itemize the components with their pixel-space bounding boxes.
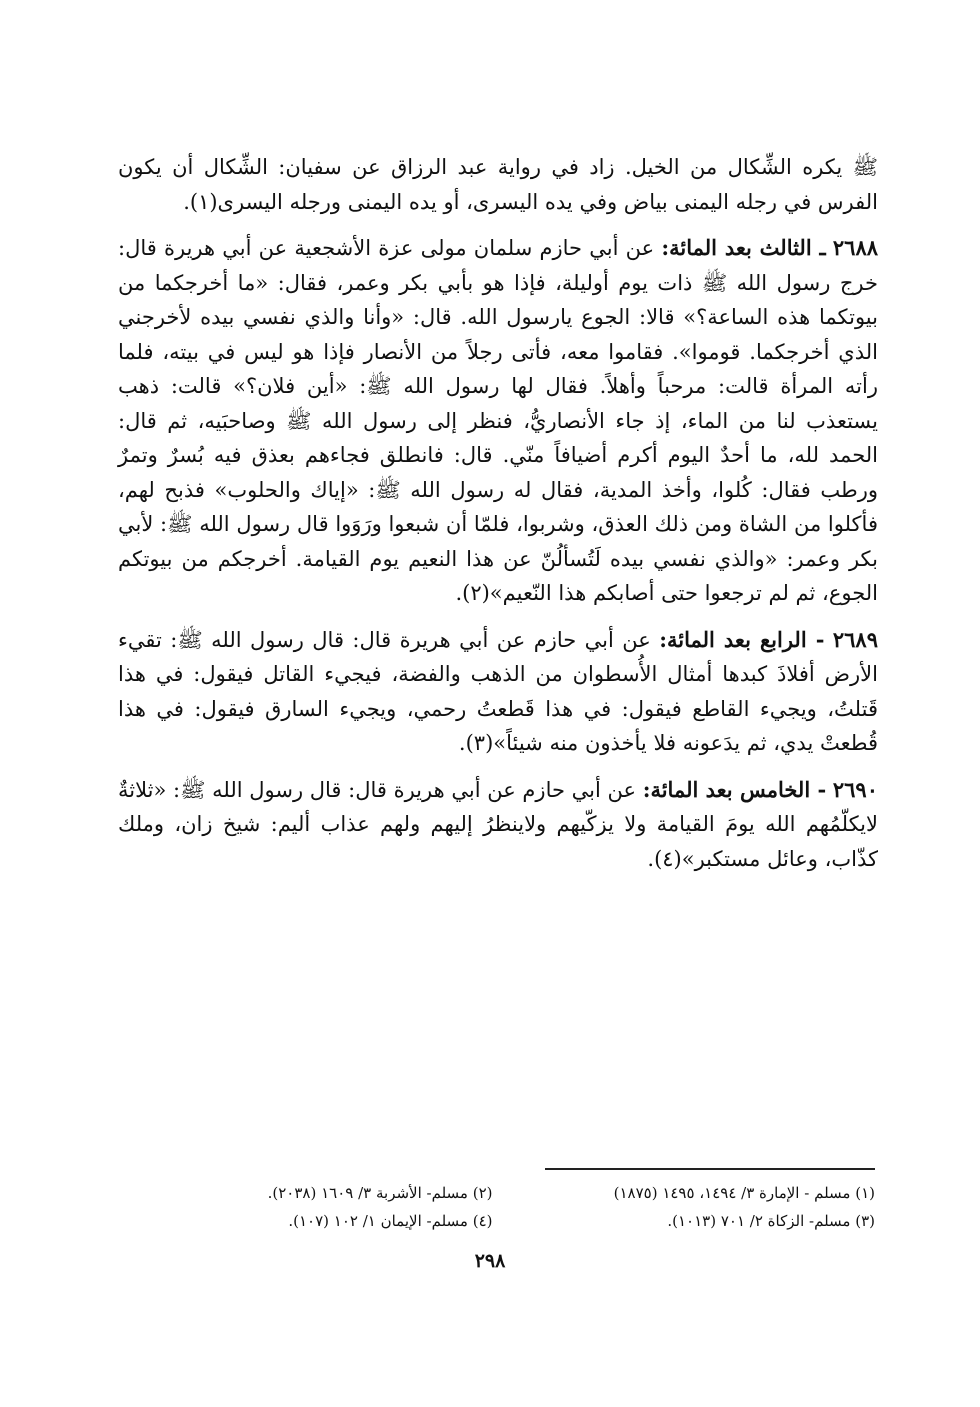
page-number: ٢٩٨ <box>474 1250 506 1272</box>
page-body <box>118 150 878 876</box>
intro-paragraph: ﷺ يكره الشِّكال من الخيل. زاد في رواية عبد الرزاق عن سفيان: الشِّكال أن يكون الفرس في رجله اليمنى بياض وفي يده اليسرى، أو يده اليمنى ورجله اليسرى(١). <box>118 155 878 214</box>
footnotes <box>150 1182 875 1232</box>
footnote-3: (٣) مسلم- الزكاة ٢/ ٧٠١ (١٠١٣). <box>667 1212 875 1230</box>
entry-heading: - الرابع بعد المائة: <box>659 626 825 652</box>
entry-text: عن أبي حازم سلمان مولى عزة الأشجعية عن أبي هريرة قال: خرج رسول الله ﷺ ذات يوم أوليلة، فإذا هو بأبي بكر وعمر، فقال: «ما أخرجكما من بيوتكما هذه الساعة؟» قالا: الجوع يارسول الله. قال: «وأنا والذي نفسي بيده لأخرجني الذي أخرجكما. قوموا». فقاموا معه، فأتى رجلاً من الأنصار فإذا هو ليس في بيته، فلما رأته المرأة قالت: مرحباً وأهلاً. فقال لها رسول الله ﷺ: «أين فلان؟» قالت: ذهب يستعذب لنا من الماء، إذ جاء الأنصاريُّ، فنظر إلى رسول الله ﷺ وصاحبَيه، ثم قال: الحمد لله، ما أحدٌ اليوم أكرم أضيافاً منّي. قال: فانطلق فجاءهم بعذق فيه بُسرٌ وتمرٌ ورطب فقال: كُلوا، وأخذ المدية، فقال له رسول الله ﷺ: «إياك والحلوب» فذبح لهم، فأكلوا من الشاة ومن ذلك العذق، وشربوا، فلمّا أن شبعوا ورَوَوا قال رسول الله ﷺ: لأبي بكر وعمر: «والذي نفسي بيده لَتُسألُنّ عن هذا النعيم يوم القيامة. أخرجكم من بيوتكم الجوع، ثم لم ترجعوا حتى أصابكم هذا النّعيم»(٢). <box>118 236 878 605</box>
entry-heading: ـ الثالث بعد المائة: <box>661 235 826 260</box>
hadith-entry-2688 <box>118 231 878 611</box>
entry-heading: - الخامس بعد المائة: <box>642 776 827 802</box>
entry-number: ٢٦٨٩ <box>832 626 878 652</box>
footnote-2: (٢) مسلم- الأشربة ٣/ ١٦٠٩ (٢٠٣٨). <box>267 1184 493 1202</box>
entry-text: عن أبي حازم عن أبي هريرة قال: قال رسول الله ﷺ: «ثلاثةٌ لايكلّمُهم الله يومَ القيامة ولا يزكّيهم ولاينظرُ إليهم ولهم عذاب أليم: شيخ زان، وملك كذّاب، وعائل مستكبر»(٤). <box>118 777 878 871</box>
entry-number: ٢٦٨٨ <box>832 235 879 260</box>
hadith-entry-2690 <box>118 773 878 877</box>
hadith-entry-2689 <box>118 623 878 761</box>
entry-text: عن أبي حازم عن أبي هريرة قال: قال رسول الله ﷺ: تقيء الأرض أفلاذَ كبدها أمثال الأُسطوان من الذهب والفضة، فيجيء القاتل فيقول: في هذا قَتلتُ، ويجيء القاطع فيقول: في هذا قَطعتُ رحمي، ويجيء السارق فيقول: في هذا قُطعتْ يدي، ثم يدَعونه فلا يأخذون منه شيئاً»(٣). <box>118 627 878 755</box>
footnote-1: (١) مسلم - الإمارة ٣/ ١٤٩٤، ١٤٩٥ (١٨٧٥) <box>613 1184 875 1202</box>
footnote-4: (٤) مسلم- الإيمان ١/ ١٠٢ (١٠٧). <box>288 1212 493 1230</box>
entry-number: ٢٦٩٠ <box>832 776 878 802</box>
footnote-divider <box>545 1168 875 1170</box>
